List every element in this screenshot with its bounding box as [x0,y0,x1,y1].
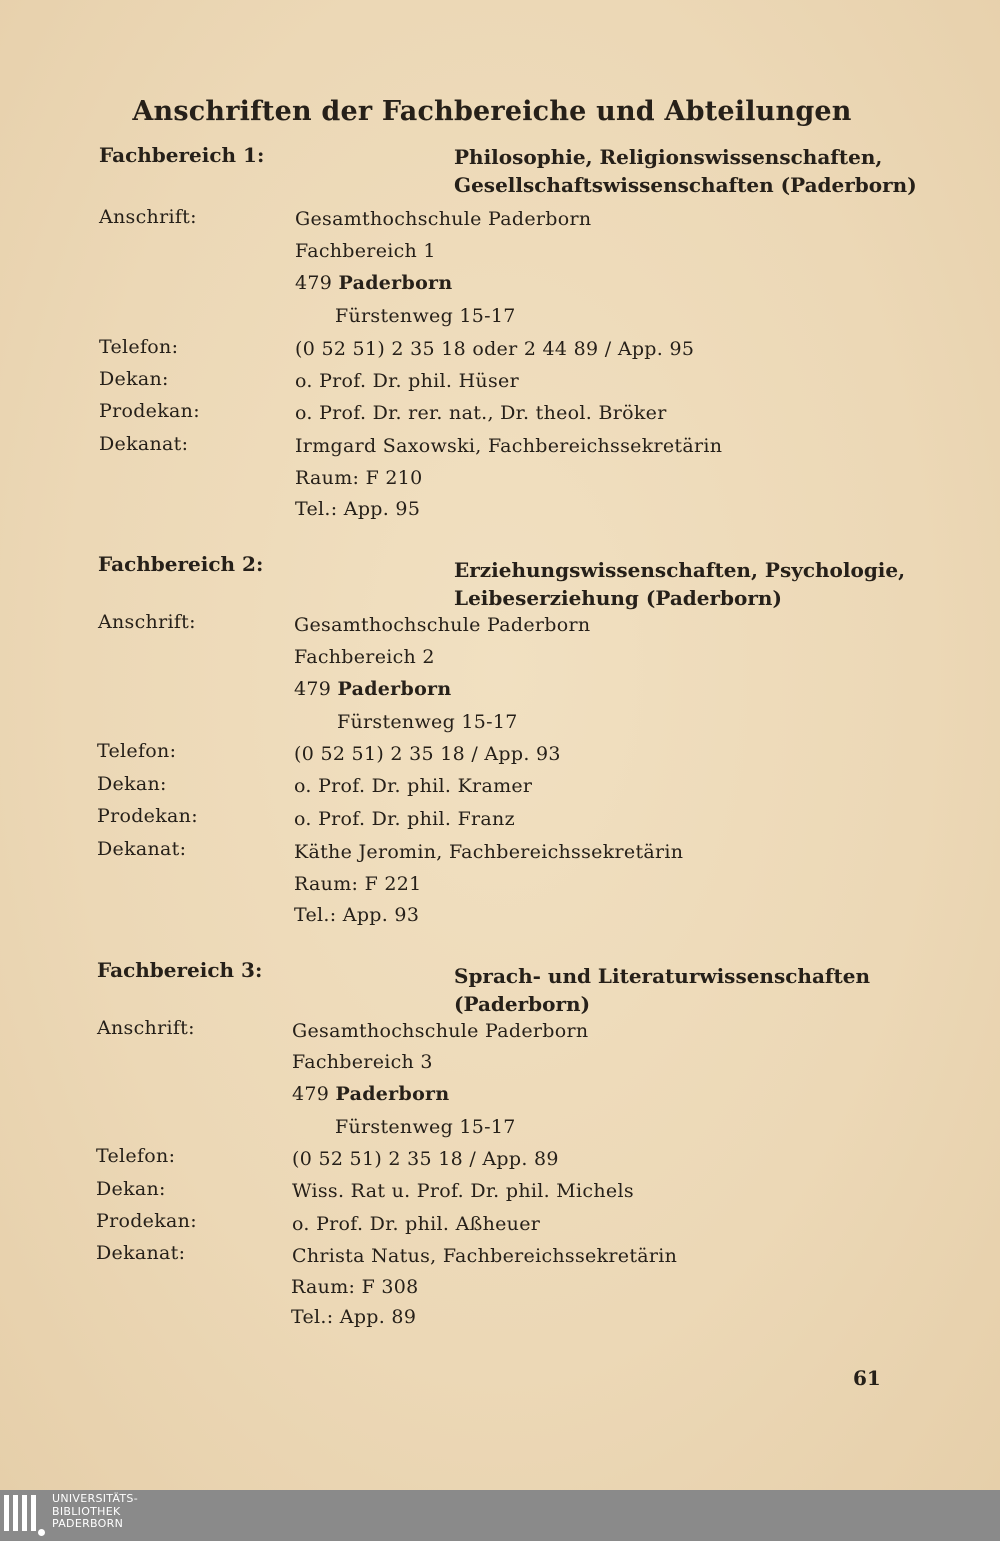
dean-value: Wiss. Rat u. Prof. Dr. phil. Michels [292,1180,634,1202]
dean-label: Dekan: [97,773,167,795]
vice-dean-value: o. Prof. Dr. phil. Aßheuer [292,1213,541,1235]
phone-value: (0 52 51) 2 35 18 oder 2 44 89 / App. 95 [295,338,695,360]
phone-label: Telefon: [97,740,177,762]
city: Paderborn [335,1083,450,1105]
section-heading: Fachbereich 3: [97,958,263,982]
deanery-name: Christa Natus, Fachbereichssekretärin [292,1245,678,1267]
address-line: Gesamthochschule Paderborn [294,614,591,636]
library-logo-text [52,1493,138,1531]
page-title: Anschriften der Fachbereiche und Abteilungen [132,96,852,127]
section-subject [454,962,870,1018]
dean-value: o. Prof. Dr. phil. Hüser [295,370,519,392]
address-label: Anschrift: [97,1017,195,1039]
address-line: Gesamthochschule Paderborn [295,208,592,230]
section-subject [454,556,905,612]
address-label: Anschrift: [98,611,196,633]
dean-value: o. Prof. Dr. phil. Kramer [294,775,533,797]
deanery-label: Dekanat: [96,1242,186,1264]
postcode-city [294,678,451,700]
logo-line: PADERBORN [52,1517,124,1530]
subject-line: Leibeserziehung (Paderborn) [454,586,782,610]
deanery-tel: Tel.: App. 89 [291,1306,417,1328]
section-heading: Fachbereich 1: [99,143,265,167]
vice-dean-label: Prodekan: [96,1210,197,1232]
logo-dot-icon [38,1529,45,1536]
library-footer-bar [0,1490,1000,1541]
deanery-name: Irmgard Saxowski, Fachbereichssekretärin [295,435,723,457]
phone-label: Telefon: [96,1145,176,1167]
deanery-name: Käthe Jeromin, Fachbereichssekretärin [294,841,684,863]
vice-dean-label: Prodekan: [97,805,198,827]
subject-line: Sprach- und Literaturwissenschaften [454,964,871,988]
street: Fürstenweg 15-17 [337,711,518,733]
logo-line: UNIVERSITÄTS- [52,1492,138,1505]
phone-value: (0 52 51) 2 35 18 / App. 93 [294,743,561,765]
deanery-label: Dekanat: [97,838,187,860]
street: Fürstenweg 15-17 [335,1116,516,1138]
postcode: 479 [295,272,333,294]
address-line: Gesamthochschule Paderborn [292,1020,589,1042]
section-heading: Fachbereich 2: [98,552,264,576]
vice-dean-label: Prodekan: [99,400,200,422]
postcode-city [295,272,452,294]
address-line: Fachbereich 3 [292,1051,433,1073]
city: Paderborn [337,678,452,700]
subject-line: Erziehungswissenschaften, Psychologie, [454,558,906,582]
logo-line: BIBLIOTHEK [52,1504,121,1518]
deanery-room: Raum: F 221 [294,873,422,895]
address-label: Anschrift: [99,206,197,228]
phone-label: Telefon: [99,336,179,358]
page-number: 61 [853,1366,881,1390]
postcode: 479 [292,1083,330,1105]
postcode: 479 [294,678,332,700]
subject-line: Philosophie, Religionswissenschaften, [454,145,883,169]
dean-label: Dekan: [96,1178,166,1200]
section-subject [454,143,917,199]
city: Paderborn [338,272,453,294]
postcode-city [292,1083,449,1105]
dean-label: Dekan: [99,368,169,390]
address-line: Fachbereich 1 [295,240,436,262]
deanery-tel: Tel.: App. 95 [295,498,421,520]
vice-dean-value: o. Prof. Dr. phil. Franz [294,808,515,830]
deanery-room: Raum: F 308 [291,1276,419,1298]
vice-dean-value: o. Prof. Dr. rer. nat., Dr. theol. Bröker [295,402,667,424]
subject-line: Gesellschaftswissenschaften (Paderborn) [454,173,917,197]
address-line: Fachbereich 2 [294,646,435,668]
subject-line: (Paderborn) [454,992,591,1016]
phone-value: (0 52 51) 2 35 18 / App. 89 [292,1148,559,1170]
street: Fürstenweg 15-17 [335,305,516,327]
deanery-room: Raum: F 210 [295,467,423,489]
deanery-tel: Tel.: App. 93 [294,904,420,926]
deanery-label: Dekanat: [99,433,189,455]
